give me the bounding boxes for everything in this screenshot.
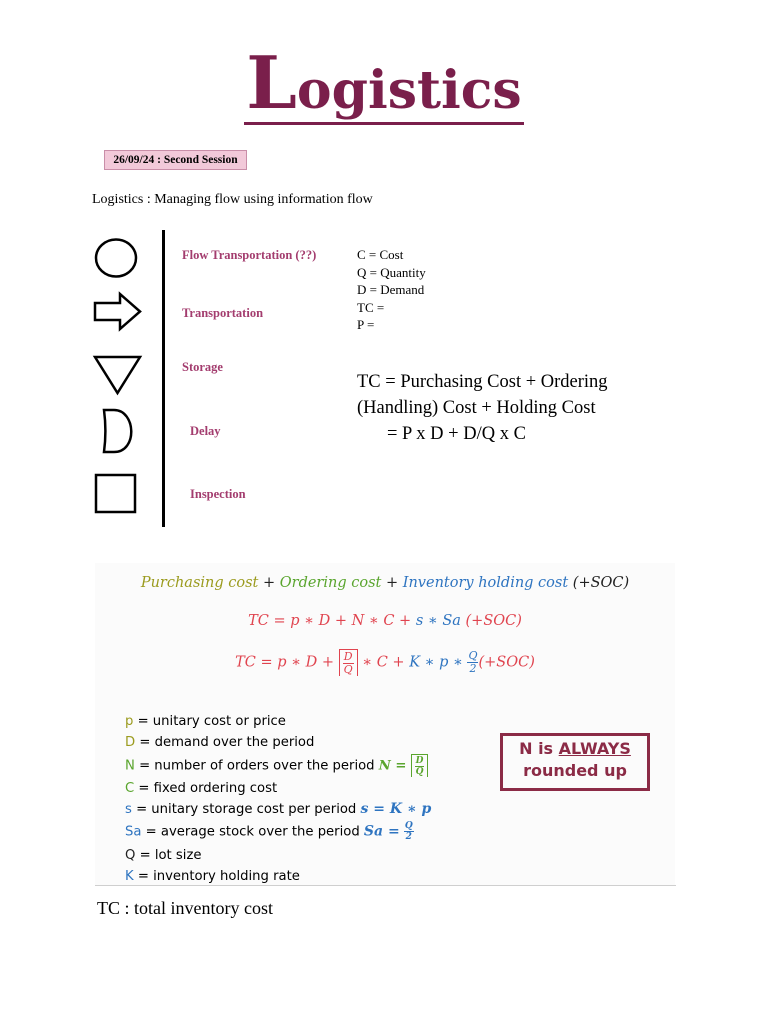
ceiling-bracket bbox=[339, 649, 358, 676]
formula-line: = P x D + D/Q x C bbox=[387, 424, 526, 444]
note-prefix: N is bbox=[519, 739, 559, 758]
fraction-denominator: Q bbox=[343, 663, 353, 676]
session-tag: 26/09/24 : Second Session bbox=[104, 150, 247, 170]
definition-text: = lot size bbox=[135, 848, 202, 863]
horizontal-rule bbox=[95, 885, 676, 886]
fraction-numerator: Q bbox=[468, 649, 478, 662]
symbol-label-storage: Storage bbox=[182, 360, 223, 374]
cost-components-heading bbox=[95, 575, 675, 591]
definition-symbol: Sa bbox=[125, 824, 142, 840]
ceiling-bracket bbox=[411, 754, 429, 777]
soc-term: (+SOC) bbox=[572, 575, 630, 591]
circle-icon bbox=[94, 238, 140, 280]
definition-text: = number of orders over the period bbox=[134, 758, 379, 774]
page-title bbox=[0, 40, 768, 125]
fraction-denominator: 2 bbox=[405, 832, 412, 842]
legend-item: TC = bbox=[357, 299, 385, 315]
eq2-part: ∗ C + bbox=[357, 654, 410, 671]
fraction bbox=[467, 650, 478, 675]
d-shape-icon bbox=[98, 407, 140, 455]
note-emphasis: ALWAYS bbox=[558, 739, 631, 758]
fraction bbox=[343, 651, 354, 676]
definition-row bbox=[125, 779, 431, 800]
fraction-numerator: Q bbox=[404, 821, 413, 831]
symbol-label-transportation: Transportation bbox=[182, 306, 264, 320]
note-line-2: rounded up bbox=[523, 761, 627, 780]
definition-text: = average stock over the period bbox=[141, 824, 364, 840]
symbol-definitions bbox=[125, 712, 431, 888]
arrow-right-icon bbox=[92, 291, 144, 333]
fraction-numerator: D bbox=[343, 650, 353, 663]
fraction-denominator: Q bbox=[415, 767, 424, 777]
definition-text: = unitary storage cost per period bbox=[131, 802, 361, 817]
definition-symbol: Q bbox=[125, 848, 136, 863]
symbol-label-delay: Delay bbox=[190, 424, 221, 438]
rounding-note bbox=[500, 733, 650, 791]
definition-row bbox=[125, 800, 431, 821]
eq1-storage-term: s ∗ Sa bbox=[415, 613, 461, 629]
definition-formula: s = K ∗ p bbox=[360, 801, 432, 817]
note-line-1 bbox=[503, 738, 647, 760]
legend-item: C = Cost bbox=[357, 247, 404, 262]
definition-text: = unitary cost or price bbox=[133, 714, 286, 729]
definition-symbol: N bbox=[125, 758, 135, 774]
definition-row bbox=[125, 733, 431, 754]
holding-cost-term: Inventory holding cost bbox=[402, 575, 569, 591]
definition-symbol: p bbox=[125, 714, 134, 729]
definition-symbol: K bbox=[125, 869, 134, 884]
fraction-denominator: 2 bbox=[469, 662, 477, 675]
formula-line: TC = Purchasing Cost + Ordering bbox=[357, 372, 608, 392]
definition-text: = inventory holding rate bbox=[133, 869, 300, 884]
definition-formula: Sa = bbox=[363, 823, 400, 840]
definition-row bbox=[125, 712, 431, 733]
title-initial: L bbox=[246, 40, 297, 125]
title-rest: ogistics bbox=[296, 60, 522, 121]
tc-equation-1 bbox=[95, 613, 675, 629]
definition-row bbox=[125, 846, 431, 867]
eq1-part: TC = p ∗ D + N ∗ C + bbox=[248, 613, 416, 629]
total-cost-formula bbox=[357, 369, 608, 447]
definition-text: = fixed ordering cost bbox=[134, 781, 278, 796]
definition-symbol: D bbox=[125, 735, 136, 750]
footer-note: TC : total inventory cost bbox=[97, 898, 273, 918]
symbol-label-flow-transportation: Flow Transportation (??) bbox=[182, 248, 317, 262]
eq1-part: (+SOC) bbox=[460, 613, 522, 629]
square-icon bbox=[94, 473, 138, 515]
triangle-down-icon bbox=[92, 354, 144, 396]
eq2-holding-term: K ∗ p ∗ bbox=[409, 654, 468, 671]
variable-legend bbox=[357, 246, 426, 334]
fraction bbox=[415, 756, 425, 777]
eq2-part: TC = p ∗ D + bbox=[235, 654, 339, 671]
plus-sign: + bbox=[262, 575, 276, 591]
legend-item: Q = Quantity bbox=[357, 264, 426, 280]
definition-formula: N = bbox=[378, 758, 407, 774]
plus-sign: + bbox=[385, 575, 399, 591]
legend-item: P = bbox=[357, 317, 375, 332]
symbol-label-inspection: Inspection bbox=[190, 487, 246, 501]
formula-line: (Handling) Cost + Holding Cost bbox=[357, 398, 596, 418]
purchasing-cost-term: Purchasing cost bbox=[140, 575, 259, 591]
definition-symbol: s bbox=[125, 802, 132, 817]
eq2-part: (+SOC) bbox=[478, 654, 535, 671]
legend-item: D = Demand bbox=[357, 282, 425, 297]
vertical-divider bbox=[162, 230, 165, 527]
definition-text: = demand over the period bbox=[135, 735, 315, 750]
fraction-numerator: D bbox=[415, 756, 424, 766]
definition-symbol: C bbox=[125, 781, 135, 796]
definition-row bbox=[125, 821, 431, 846]
definition-row bbox=[125, 754, 431, 779]
ordering-cost-term: Ordering cost bbox=[279, 575, 382, 591]
tc-equation-2 bbox=[95, 649, 675, 676]
logistics-definition: Logistics : Managing flow using information flow bbox=[92, 192, 373, 207]
fraction bbox=[404, 821, 414, 842]
